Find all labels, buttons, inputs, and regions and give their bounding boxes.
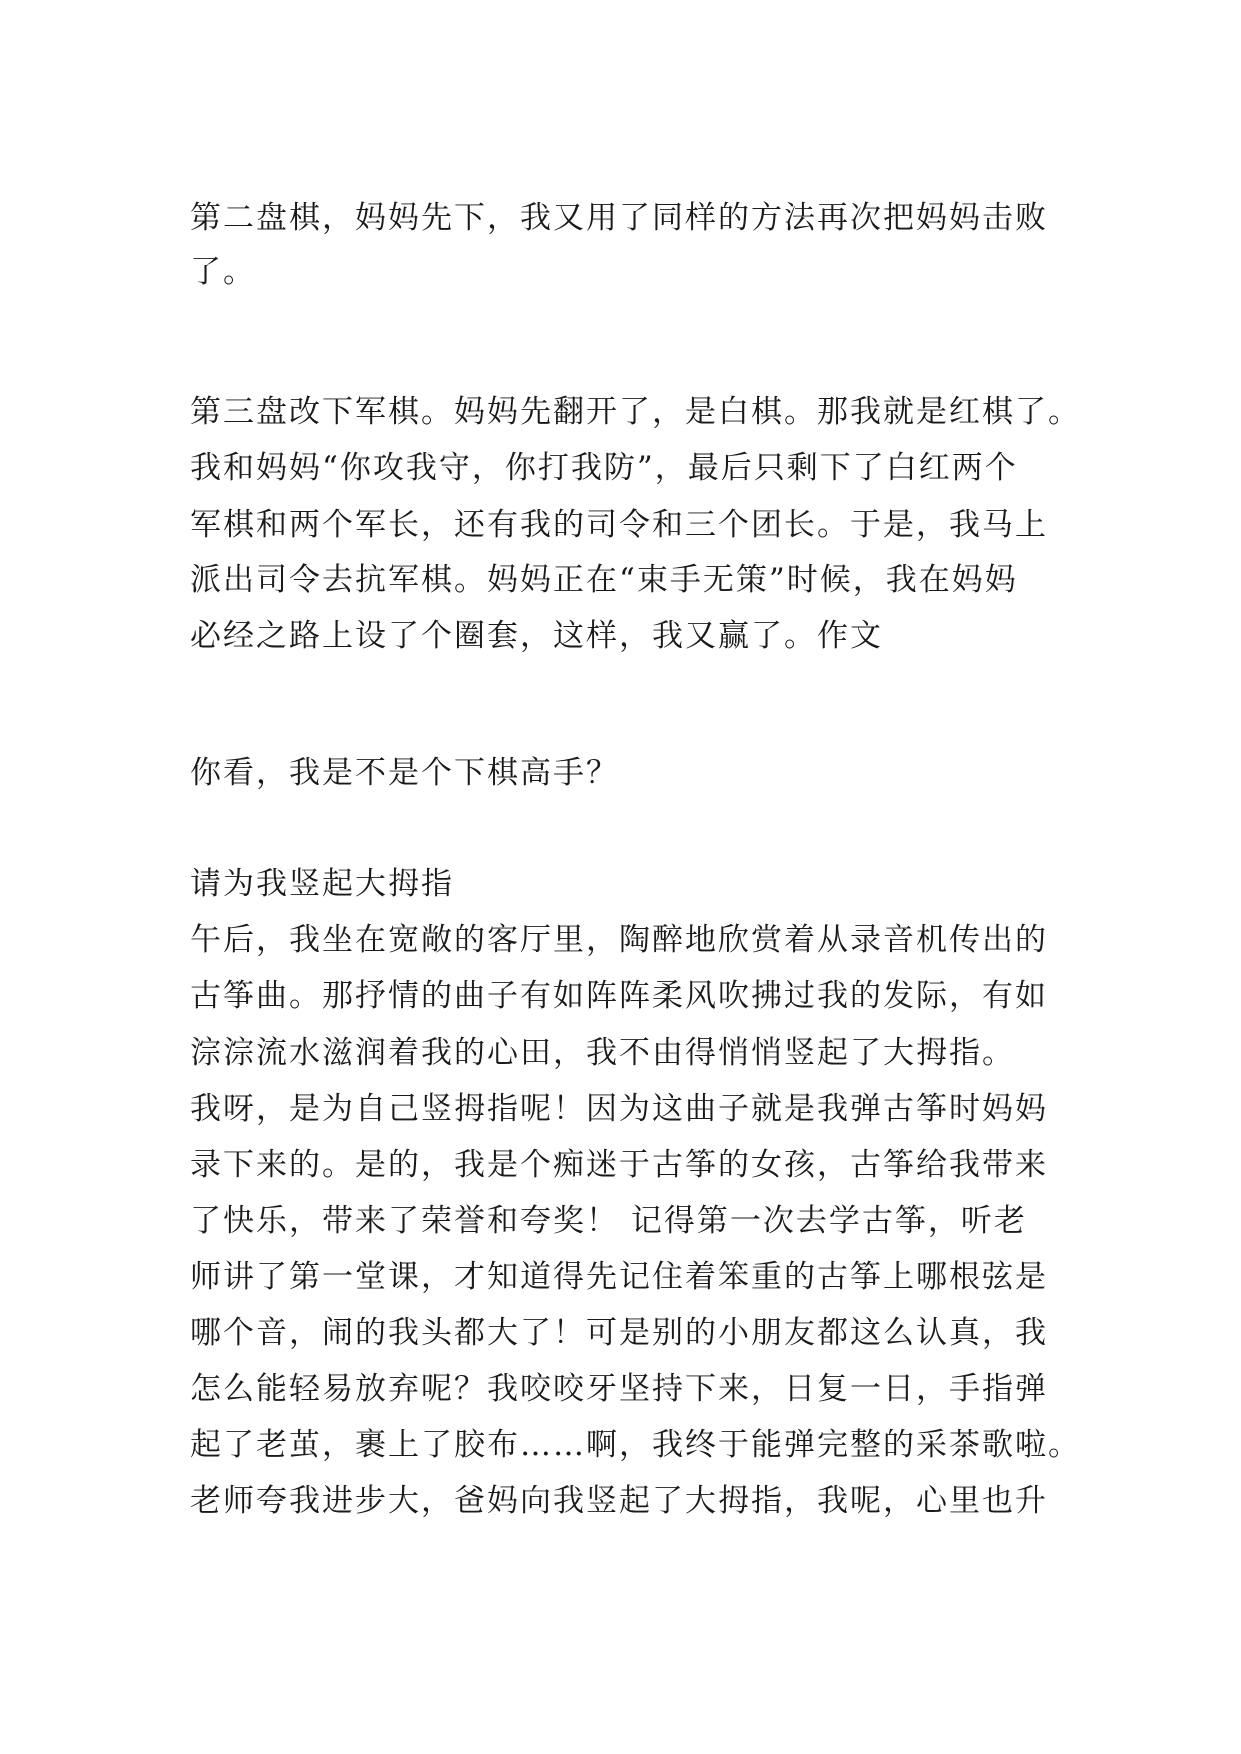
essay-title: 请为我竖起大拇指 [190, 866, 454, 902]
paragraph-1-line-2: 了。 [190, 254, 256, 290]
paragraph-4-line-8: 哪个音，闹的我头都大了！可是别的小朋友都这么认真，我 [190, 1315, 1048, 1351]
paragraph-4-line-10: 起了老茧，裹上了胶布……啊，我终于能弹完整的采茶歌啦。 [190, 1427, 1081, 1463]
paragraph-4-line-4: 我呀，是为自己竖拇指呢！因为这曲子就是我弹古筝时妈妈 [190, 1091, 1048, 1127]
paragraph-2-line-4: 派出司令去抗军棋。妈妈正在“束手无策”时候，我在妈妈 [190, 562, 1018, 598]
paragraph-4-line-9: 怎么能轻易放弃呢？我咬咬牙坚持下来，日复一日，手指弹 [190, 1371, 1048, 1407]
paragraph-4-line-3: 淙淙流水滋润着我的心田，我不由得悄悄竖起了大拇指。 [190, 1035, 1015, 1071]
paragraph-2-line-5: 必经之路上设了个圈套，这样，我又赢了。作文 [190, 618, 883, 654]
paragraph-1-line-1: 第二盘棋，妈妈先下，我又用了同样的方法再次把妈妈击败 [190, 200, 1048, 236]
paragraph-4-line-5: 录下来的。是的，我是个痴迷于古筝的女孩，古筝给我带来 [190, 1147, 1048, 1183]
paragraph-4-line-6: 了快乐，带来了荣誉和夸奖！ 记得第一次去学古筝，听老 [190, 1203, 1027, 1239]
paragraph-2-line-3: 军棋和两个军长，还有我的司令和三个团长。于是，我马上 [190, 507, 1048, 543]
paragraph-4-line-7: 师讲了第一堂课，才知道得先记住着笨重的古筝上哪根弦是 [190, 1259, 1048, 1295]
paragraph-4-line-2: 古筝曲。那抒情的曲子有如阵阵柔风吹拂过我的发际，有如 [190, 978, 1048, 1014]
paragraph-2-line-1: 第三盘改下军棋。妈妈先翻开了，是白棋。那我就是红棋了。 [190, 394, 1081, 430]
paragraph-4-line-1: 午后，我坐在宽敞的客厅里，陶醉地欣赏着从录音机传出的 [190, 922, 1048, 958]
paragraph-4-line-11: 老师夸我进步大，爸妈向我竖起了大拇指，我呢，心里也升 [190, 1483, 1048, 1519]
paragraph-3-line-1: 你看，我是不是个下棋高手？ [190, 755, 619, 791]
paragraph-2-line-2: 我和妈妈“你攻我守，你打我防”，最后只剩下了白红两个 [190, 450, 1018, 486]
